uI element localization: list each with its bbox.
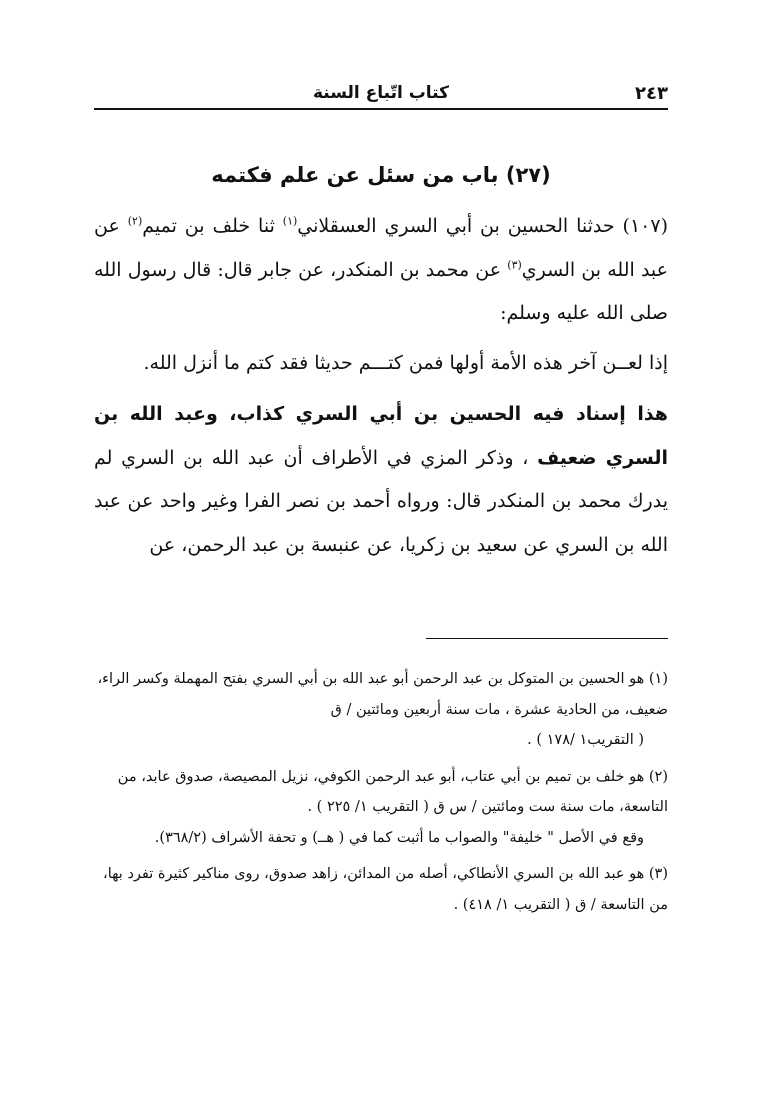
- running-header: [94, 83, 668, 109]
- isnad-part-3: عن عبد الله بن السري: [94, 215, 668, 281]
- footnotes: [94, 664, 668, 926]
- footnote-extra: وقع في الأصل " خليفة" والصواب ما أثبت كما في ( هــ) و تحفة الأشراف (٣٦٨/٢).: [154, 829, 644, 846]
- main-text: [94, 205, 668, 567]
- header-divider: [94, 108, 668, 110]
- footnote-text: هو الحسين بن المتوكل بن عبد الرحمن أبو عبد الله بن أبي السري بفتح المهملة وكسر الراء، ضعيف، من الحادية عشرة ، مات سنة أربعين ومائتين / ق: [97, 671, 668, 718]
- grading-paragraph: [94, 393, 668, 567]
- footnote-2: [94, 762, 668, 854]
- footnote-ref: ( التقريب١ /١٧٨ ) .: [527, 732, 644, 748]
- footnote-ref-3[interactable]: (٣): [507, 258, 522, 272]
- hadith-number: (١٠٧): [622, 215, 668, 237]
- footnote-divider: [426, 638, 668, 639]
- footnote-text: هو خلف بن تميم بن أبي عتاب، أبو عبد الرحمن الكوفي، نزيل المصيصة، صدوق عابد، من التاسعة، مات سنة ست ومائتين / س ق ( التقريب ١/ ٢٢٥ ) .: [117, 768, 668, 815]
- footnote-text: هو عبد الله بن السري الأنطاكي، أصله من المدائن، زاهد صدوق، روى مناكير كثيرة تفرد بها، من التاسعة / ق ( التقريب ١/ ٤١٨) .: [103, 866, 668, 913]
- grading-bold: هذا إسناد فيه الحسين بن أبي السري كذاب، وعبد الله بن السري ضعيف: [94, 403, 669, 469]
- footnote-ref-1[interactable]: (١): [282, 214, 298, 228]
- footnote-1: [94, 664, 668, 756]
- isnad-part-1: حدثنا الحسين بن أبي السري العسقلاني: [297, 215, 615, 237]
- hadith-matn: إذا لعــن آخر هذه الأمة أولها فمن كتـــم حديثا فقد كتم ما أنزل الله.: [143, 351, 668, 374]
- grading-rest: ، وذكر المزي في الأطراف أن عبد الله بن السري لم يدرك محمد بن المنكدر قال: ورواه أحمد بن نصر الفرا وغير واحد عن عبد الله بن السري عن سعيد بن زكريا، عن عنبسة بن عبد الرحمن، عن: [94, 446, 668, 556]
- page-number: ٢٤٣: [635, 83, 668, 104]
- footnote-ref-2[interactable]: (٢): [127, 214, 143, 228]
- footnote-number: (٢): [648, 768, 668, 785]
- hadith-isnad: [94, 205, 668, 336]
- footnote-number: (١): [648, 671, 668, 687]
- isnad-part-4: عن محمد بن المنكدر، عن جابر قال: قال رسول الله صلى الله عليه وسلم:: [94, 258, 668, 324]
- footnote-number: (٣): [648, 866, 668, 882]
- chapter-heading: (٢٧) باب من سئل عن علم فكتمه: [211, 163, 551, 187]
- footnote-3: [94, 859, 668, 920]
- book-title: كتاب اتّباع السنة: [312, 83, 450, 103]
- isnad-part-2: ثنا خلف بن تميم: [142, 215, 283, 237]
